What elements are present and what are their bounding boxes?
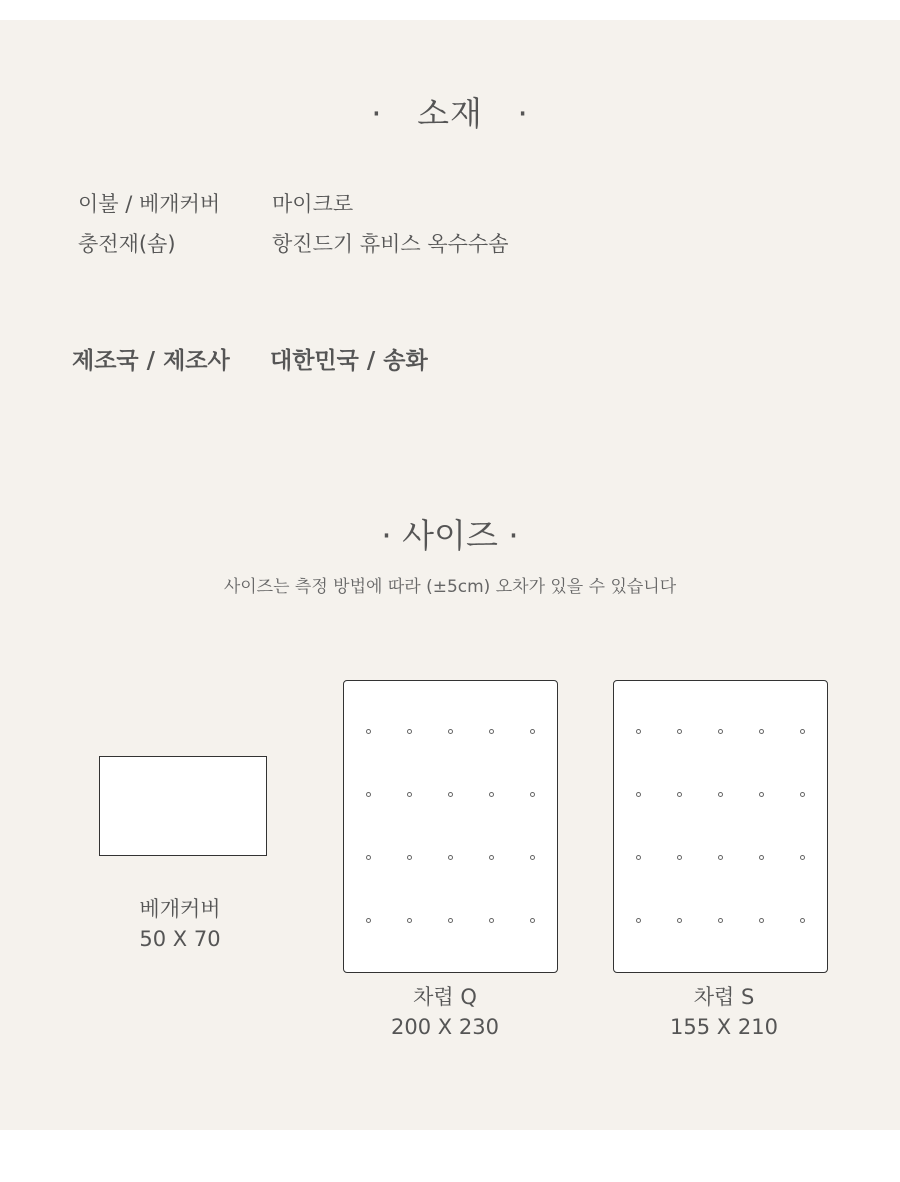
quilting-dot — [448, 855, 453, 860]
quilting-dot — [530, 855, 535, 860]
quilting-dot — [759, 918, 764, 923]
quilting-dot — [366, 855, 371, 860]
quilting-dot — [366, 918, 371, 923]
origin-row — [72, 342, 592, 376]
quilting-dot — [800, 855, 805, 860]
quilting-dot — [489, 792, 494, 797]
quilting-dot — [407, 855, 412, 860]
pillowcover-caption — [80, 894, 280, 954]
quilting-dot — [366, 729, 371, 734]
quilting-dot — [677, 918, 682, 923]
size-item-name: 차렵 S — [693, 985, 755, 1009]
size-heading: · 사이즈 · — [381, 516, 519, 555]
product-info-panel — [0, 20, 900, 1130]
quilting-dot — [800, 729, 805, 734]
quilting-dot — [677, 792, 682, 797]
material-row-filling — [78, 228, 578, 258]
quilting-dot — [677, 855, 682, 860]
quilting-dot — [530, 792, 535, 797]
quilting-dot — [718, 855, 723, 860]
quilting-dot — [489, 855, 494, 860]
material-row-cover — [78, 188, 578, 218]
quilting-dot — [448, 918, 453, 923]
quilting-dot — [759, 729, 764, 734]
quilting-dot — [636, 792, 641, 797]
quilting-dot — [800, 918, 805, 923]
size-item-dims: 50 X 70 — [139, 927, 221, 951]
quilting-dot — [759, 792, 764, 797]
material-heading: · 소재 · — [371, 94, 529, 133]
quilting-dot — [636, 729, 641, 734]
material-row-value: 항진드기 휴비스 옥수수솜 — [272, 232, 509, 256]
quilting-dot — [636, 855, 641, 860]
quilting-dot — [800, 792, 805, 797]
size-item-name: 차렵 Q — [413, 985, 477, 1009]
quilt-q-diagram — [343, 680, 558, 973]
quilt-s-diagram — [613, 680, 828, 973]
origin-value: 대한민국 / 송화 — [270, 348, 428, 374]
quilting-dot — [677, 729, 682, 734]
quilt-q-caption — [345, 982, 545, 1042]
size-item-dims: 155 X 210 — [670, 1015, 778, 1039]
origin-label: 제조국 / 제조사 — [72, 348, 230, 374]
quilting-dot — [530, 729, 535, 734]
quilting-dot — [718, 792, 723, 797]
size-item-name: 베개커버 — [139, 897, 221, 921]
quilting-dot — [489, 918, 494, 923]
size-item-dims: 200 X 230 — [391, 1015, 499, 1039]
material-row-label: 충전재(솜) — [78, 232, 176, 256]
quilting-dot — [366, 792, 371, 797]
quilting-dot — [530, 918, 535, 923]
quilting-dot — [759, 855, 764, 860]
quilting-dot — [407, 918, 412, 923]
quilting-dot — [718, 729, 723, 734]
quilting-dot — [448, 792, 453, 797]
quilting-dot — [636, 918, 641, 923]
quilting-dot — [407, 729, 412, 734]
quilting-dot — [489, 729, 494, 734]
pillowcover-diagram — [99, 756, 267, 856]
quilting-dot — [718, 918, 723, 923]
size-note: 사이즈는 측정 방법에 따라 (±5cm) 오차가 있을 수 있습니다 — [223, 577, 677, 597]
quilting-dot — [407, 792, 412, 797]
quilt-s-caption — [624, 982, 824, 1042]
material-row-value: 마이크로 — [272, 192, 354, 216]
quilting-dot — [448, 729, 453, 734]
material-row-label: 이불 / 베개커버 — [78, 192, 221, 216]
